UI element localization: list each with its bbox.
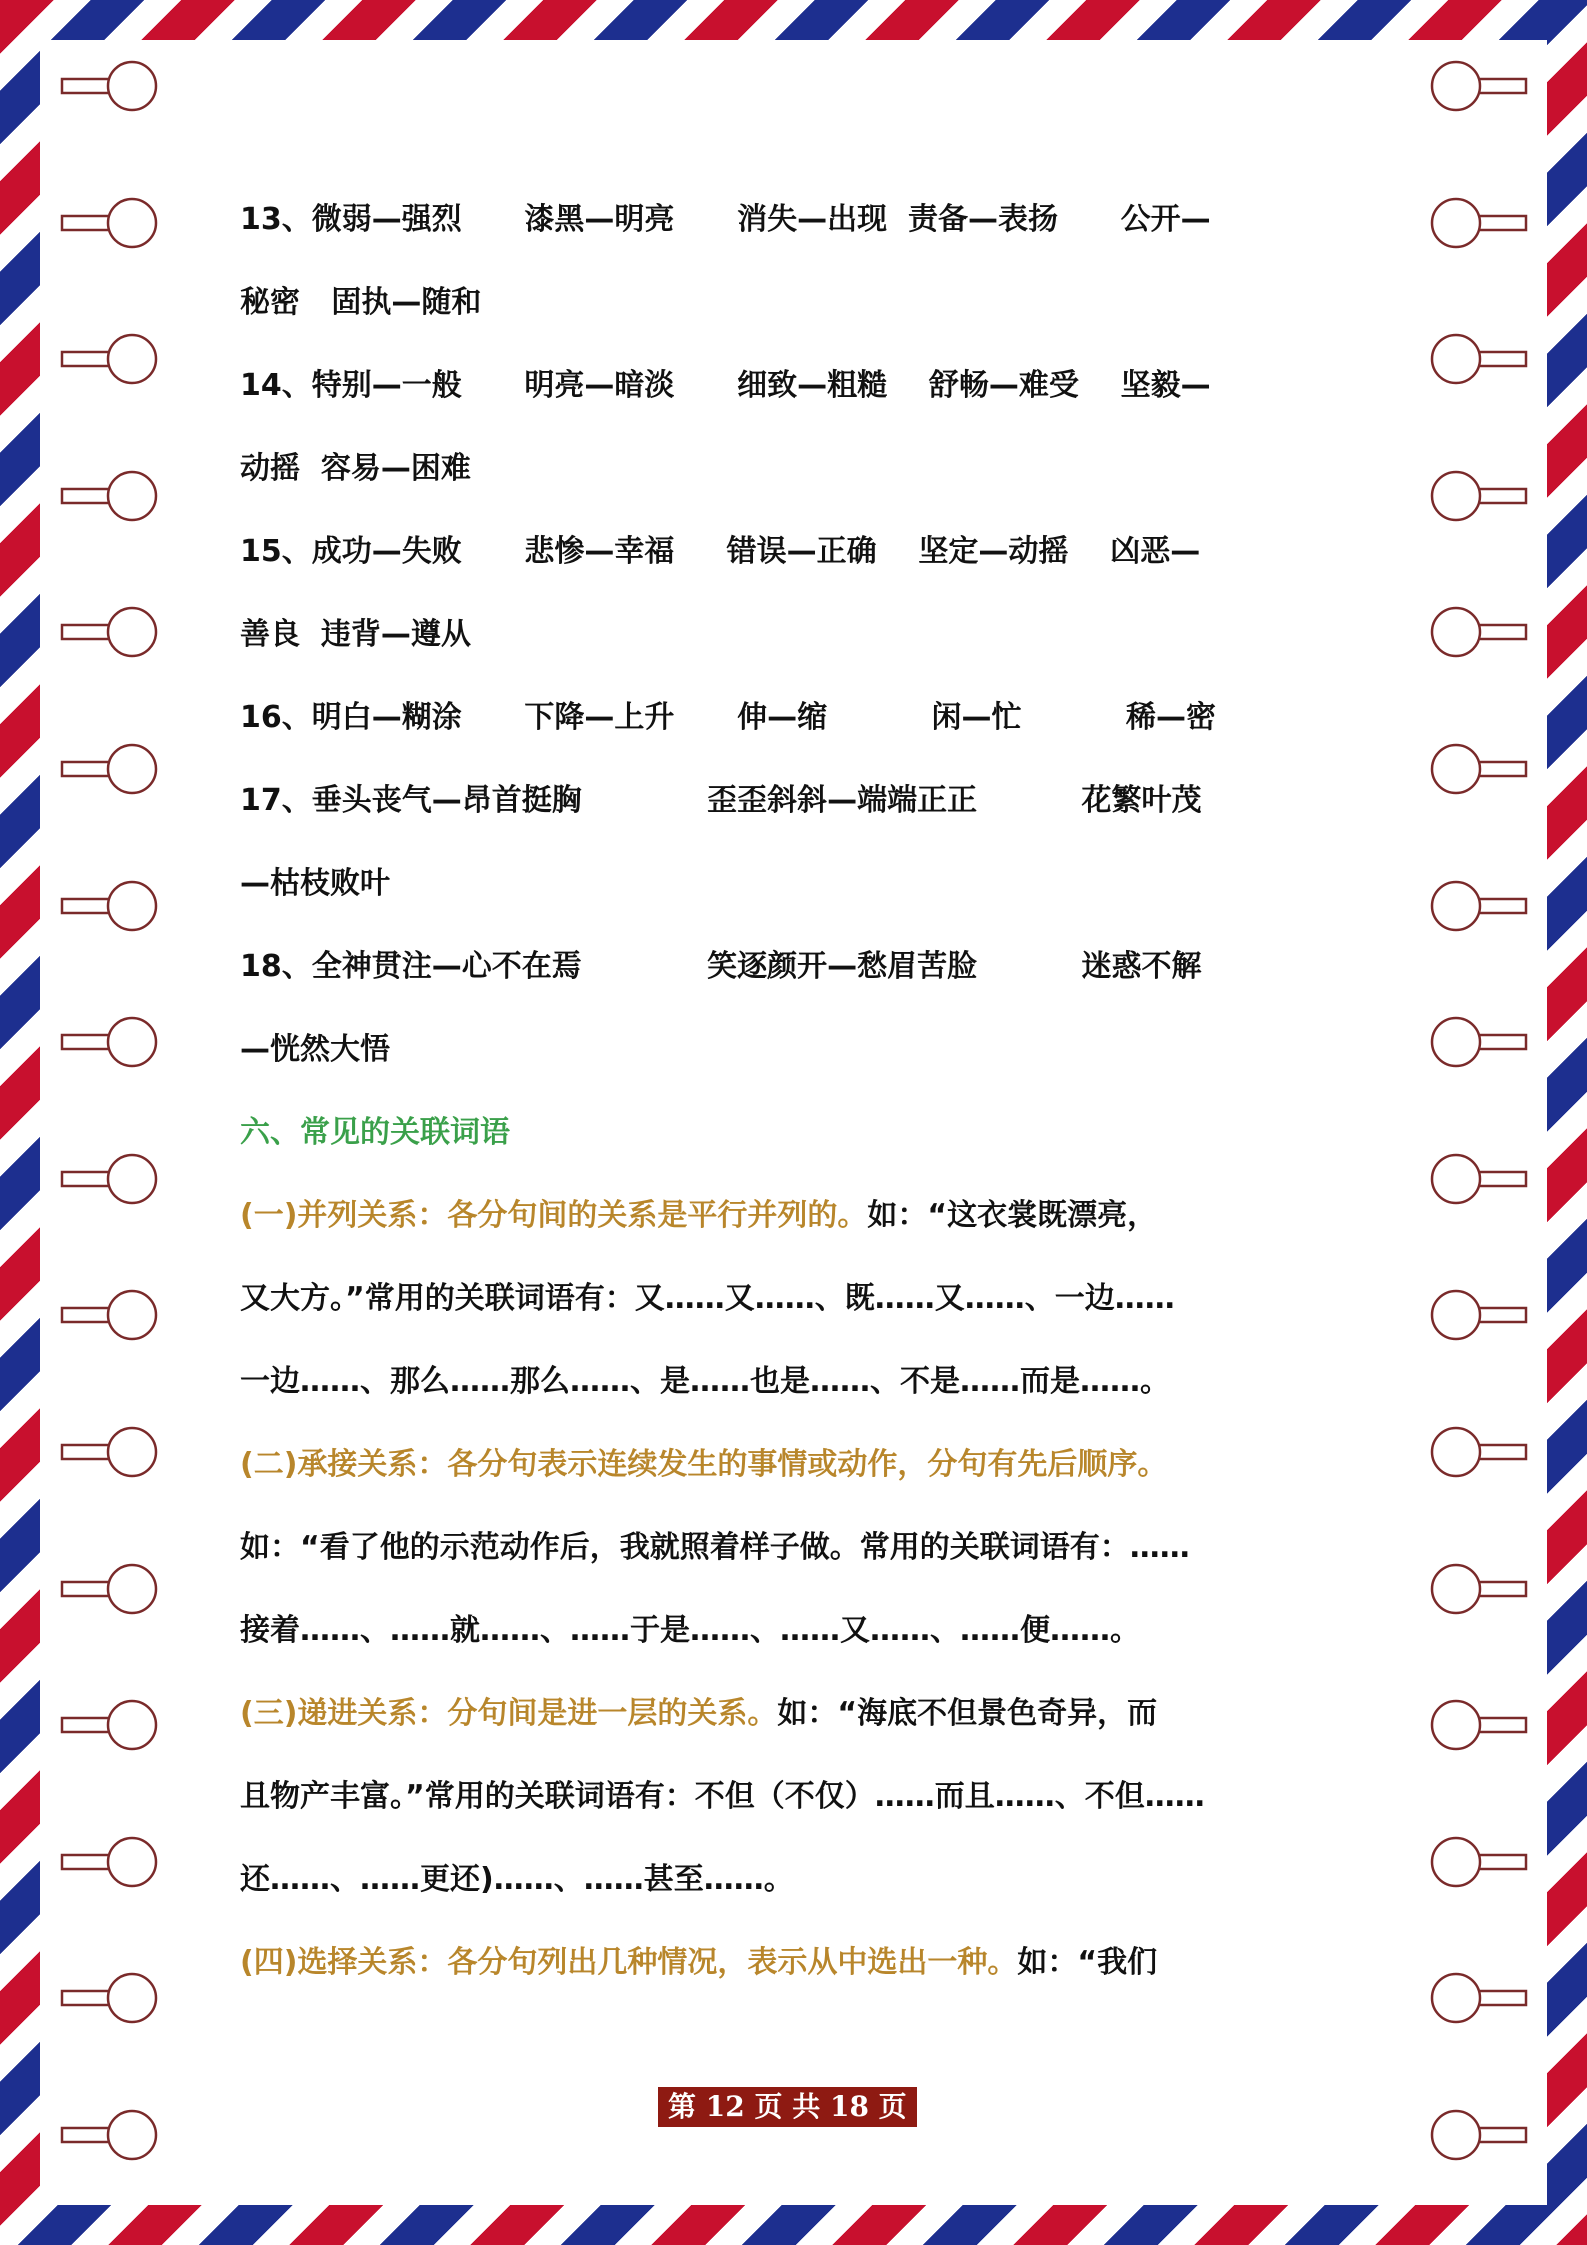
binder-ring-icon	[58, 1561, 162, 1617]
binder-ring-icon	[1426, 2107, 1530, 2163]
binder-ring-icon	[58, 1424, 162, 1480]
antonym-line: 善良 违背—遵从	[240, 617, 471, 652]
relation-line: 接着……、……就……、……于是……、……又……、……便……。	[240, 1613, 1140, 1648]
antonym-line: 13、微弱—强烈 漆黑—明亮 消失—出现 责备—表扬 公开—	[240, 202, 1211, 237]
binder-ring-icon	[1426, 1834, 1530, 1890]
binder-ring-icon	[1426, 604, 1530, 660]
relation-first-line	[240, 1445, 1167, 1485]
relation-first-line	[240, 1943, 1157, 1983]
antonym-line: —恍然大悟	[240, 1032, 390, 1067]
binder-ring-icon	[1426, 1970, 1530, 2026]
antonym-line: 动摇 容易—困难	[240, 451, 471, 486]
binder-ring-icon	[58, 1970, 162, 2026]
relation-lead: (四)选择关系：各分句列出几种情况，表示从中选出一种。	[240, 1945, 1018, 1980]
binder-ring-icon	[1426, 1424, 1530, 1480]
relation-first-line	[240, 1196, 1157, 1236]
binder-ring-icon	[1426, 468, 1530, 524]
binder-ring-icon	[1426, 1697, 1530, 1753]
binder-ring-icon	[58, 1834, 162, 1890]
binder-ring-icon	[58, 1014, 162, 1070]
binder-ring-icon	[1426, 331, 1530, 387]
relation-example: 如：“海底不但景色奇异，而	[777, 1696, 1158, 1731]
binder-ring-icon	[58, 1697, 162, 1753]
binder-ring-icon	[58, 1287, 162, 1343]
antonym-line: —枯枝败叶	[240, 866, 390, 901]
binder-ring-icon	[58, 2107, 162, 2163]
antonym-line: 14、特别—一般 明亮—暗淡 细致—粗糙 舒畅—难受 坚毅—	[240, 368, 1211, 403]
antonym-line: 15、成功—失败 悲惨—幸福 错误—正确 坚定—动摇 凶恶—	[240, 534, 1201, 569]
relation-line: 还……、……更还)……、……甚至……。	[240, 1862, 794, 1897]
relation-example: 如：“我们	[1017, 1945, 1158, 1980]
binder-ring-icon	[1426, 741, 1530, 797]
binder-ring-icon	[58, 195, 162, 251]
antonym-line: 秘密 固执—随和	[240, 285, 482, 320]
relation-line: 如：“看了他的示范动作后，我就照着样子做。常用的关联词语有：……	[240, 1530, 1190, 1565]
antonym-line: 18、全神贯注—心不在焉 笑逐颜开—愁眉苦脸 迷惑不解	[240, 949, 1202, 984]
relation-example: 如：“这衣裳既漂亮，	[867, 1198, 1158, 1233]
binder-ring-icon	[1426, 1561, 1530, 1617]
binder-ring-icon	[58, 878, 162, 934]
relation-line: 又大方。”常用的关联词语有：又……又……、既……又……、一边……	[240, 1281, 1175, 1316]
binder-ring-icon	[58, 468, 162, 524]
binder-ring-icon	[1426, 878, 1530, 934]
binder-ring-icon	[1426, 195, 1530, 251]
binder-ring-icon	[58, 58, 162, 114]
relation-line: 一边……、那么……那么……、是……也是……、不是……而是……。	[240, 1364, 1170, 1399]
relation-lead: (二)承接关系：各分句表示连续发生的事情或动作，分句有先后顺序。	[240, 1447, 1168, 1482]
binder-ring-icon	[1426, 1014, 1530, 1070]
relation-lead: (三)递进关系：分句间是进一层的关系。	[240, 1696, 778, 1731]
antonym-line: 16、明白—糊涂 下降—上升 伸—缩 闲—忙 稀—密	[240, 700, 1216, 735]
page-number-footer: 第 12 页 共 18 页	[658, 2087, 917, 2127]
section-title: 六、常见的关联词语	[240, 1115, 510, 1150]
relation-lead: (一)并列关系：各分句间的关系是平行并列的。	[240, 1198, 868, 1233]
binder-ring-icon	[58, 1151, 162, 1207]
binder-ring-icon	[1426, 1287, 1530, 1343]
binder-ring-icon	[58, 604, 162, 660]
binder-ring-icon	[58, 331, 162, 387]
binder-ring-icon	[1426, 1151, 1530, 1207]
antonym-line: 17、垂头丧气—昂首挺胸 歪歪斜斜—端端正正 花繁叶茂	[240, 783, 1202, 818]
relation-first-line	[240, 1694, 1157, 1734]
binder-ring-icon	[58, 741, 162, 797]
binder-ring-icon	[1426, 58, 1530, 114]
relation-line: 且物产丰富。”常用的关联词语有：不但（不仅）……而且……、不但……	[240, 1779, 1205, 1814]
